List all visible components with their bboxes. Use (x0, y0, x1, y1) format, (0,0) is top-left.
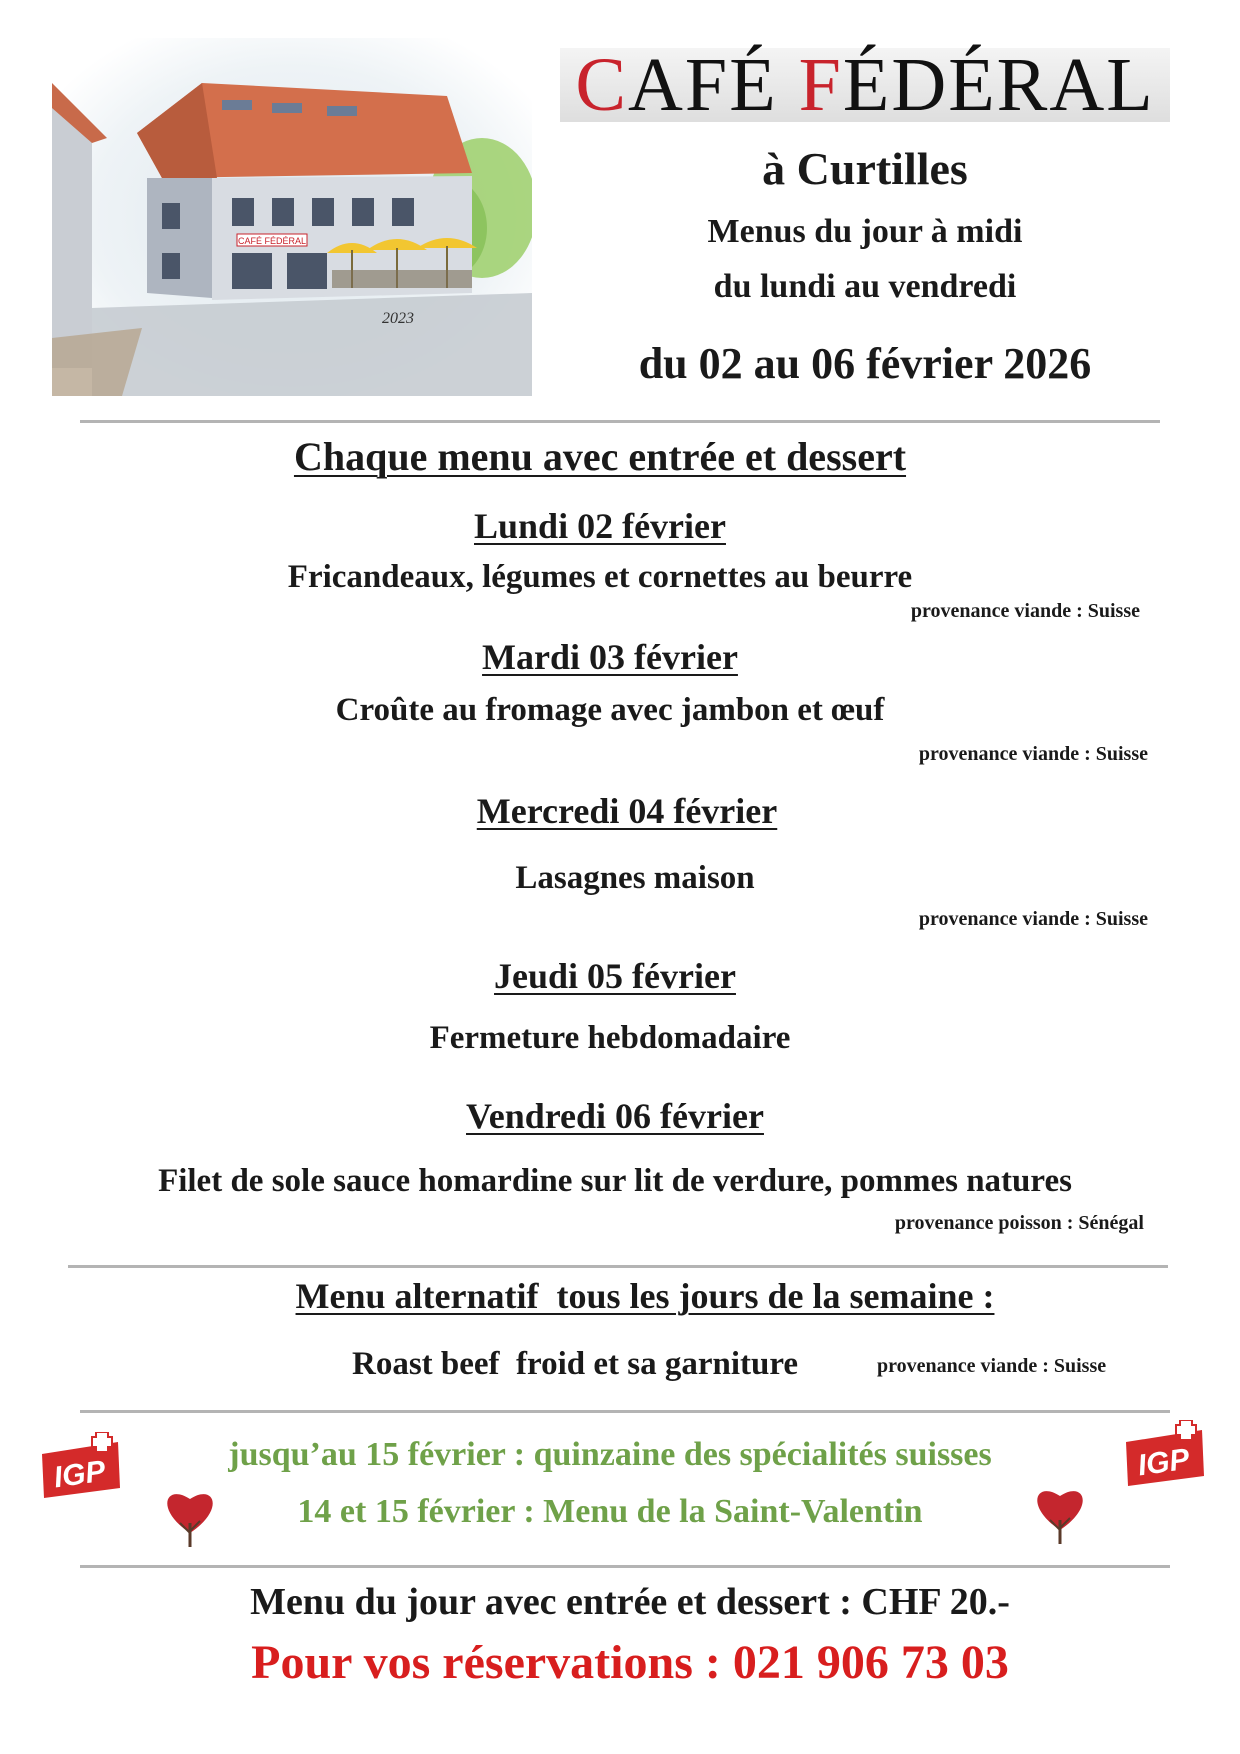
dish-tuesday: Croûte au fromage avec jambon et œuf (335, 692, 885, 728)
price-line: Menu du jour avec entrée et dessert : CHF 20.- (250, 1581, 1010, 1623)
day-heading-friday: Vendredi 06 février (466, 1096, 764, 1136)
reservation-line: Pour vos réservations : 021 906 73 03 (251, 1636, 1009, 1689)
logo-text-1: AFÉ (628, 42, 799, 127)
cafe-illustration (52, 38, 532, 396)
illustration-signature: 2023 (382, 310, 414, 327)
dish-thursday: Fermeture hebdomadaire (429, 1020, 791, 1056)
day-heading-monday: Lundi 02 février (474, 506, 726, 546)
heart-tree-right-icon (1030, 1480, 1090, 1546)
igp-badge-right-text: IGP (1135, 1442, 1192, 1483)
alternative-origin: provenance viande : Suisse (877, 1355, 1107, 1377)
logo-text-2: ÉDÉRAL (842, 42, 1155, 127)
subtitle-line-1: Menus du jour à midi (707, 213, 1023, 250)
dish-monday: Fricandeaux, légumes et cornettes au beurre (287, 559, 913, 595)
location-title: à Curtilles (762, 143, 968, 194)
date-range: du 02 au 06 février 2026 (638, 339, 1092, 388)
origin-tuesday: provenance viande : Suisse (918, 743, 1148, 765)
logo-letter-c: C (575, 42, 629, 127)
day-heading-wednesday: Mercredi 04 février (476, 791, 778, 831)
specials-line-1: jusqu’au 15 février : quinzaine des spécialités suisses (228, 1436, 992, 1473)
dish-friday: Filet de sole sauce homardine sur lit de verdure, pommes natures (158, 1163, 1072, 1199)
alternative-dish: Roast beef froid et sa garniture (352, 1346, 799, 1382)
logo-letter-f: F (798, 42, 843, 127)
divider-specials-top (80, 1410, 1170, 1413)
cafe-logo (560, 42, 1170, 127)
dish-wednesday: Lasagnes maison (515, 860, 755, 896)
origin-friday: provenance poisson : Sénégal (894, 1212, 1144, 1234)
subtitle-line-2: du lundi au vendredi (713, 268, 1017, 305)
day-heading-thursday: Jeudi 05 février (494, 956, 736, 996)
origin-wednesday: provenance viande : Suisse (918, 908, 1148, 930)
igp-badge-left-text: IGP (51, 1454, 108, 1495)
alternative-title: Menu alternatif tous les jours de la semaine : (295, 1276, 995, 1316)
divider-top (80, 420, 1160, 423)
divider-middle (68, 1265, 1168, 1268)
divider-bottom (80, 1565, 1170, 1568)
illustration-sign: CAFÉ FÉDÉRAL (237, 236, 307, 246)
specials-line-2: 14 et 15 février : Menu de la Saint-Valentin (297, 1493, 923, 1530)
heart-tree-left-icon (160, 1483, 220, 1549)
menu-intro: Chaque menu avec entrée et dessert (293, 434, 907, 479)
day-heading-tuesday: Mardi 03 février (482, 637, 738, 677)
origin-monday: provenance viande : Suisse (910, 600, 1140, 622)
